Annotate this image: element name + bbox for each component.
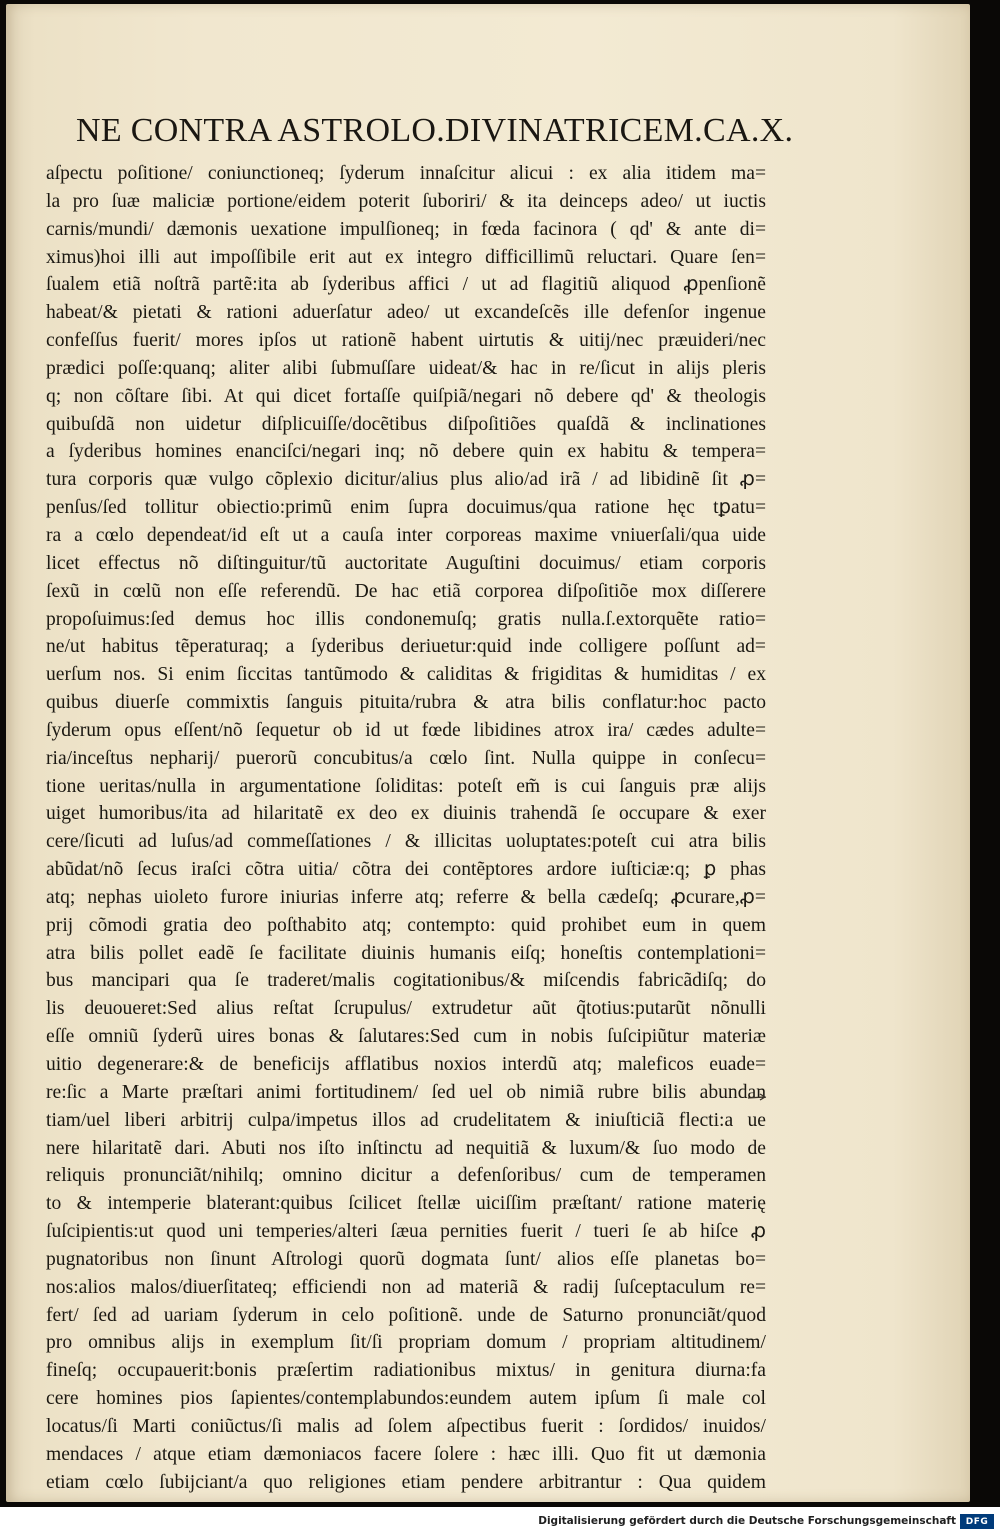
text-line: etiam cœlo ſubijciant/a quo religiones etiam pendere arbitrantur : Qua quidem (46, 1471, 766, 1493)
text-line: penſus/ſed tollitur obiectio:primũ enim ſupra docuimus/qua ratione hęc tꝑatu= (46, 497, 766, 519)
text-line: atra bilis pollet eadẽ ſe facilitate diuinis humanis eiſq; honeſtis contemplationi= (46, 942, 766, 964)
text-line: ſuſcipientis:ut quod uni temperies/alteri ſæua pernities fuerit / tueri ſe ab hiſce ꝓ (46, 1221, 766, 1243)
body-text (46, 160, 766, 1497)
text-line: fert/ ſed ad uariam ſyderum in celo poſitionẽ. unde de Saturno pronunciãt/quod (46, 1304, 766, 1326)
text-line: ximus)hoi illi aut impoſſibile erit aut ex integro difficillimũ reluctari. Quare ſen= (46, 246, 766, 268)
text-line: ſyderum opus eſſent/nõ ſequetur ob id ut fœde libidines atrox ira/ cædes adulte= (46, 719, 766, 741)
text-line: ra a cœlo dependeat/id eſt ut a cauſa inter corporeas maxime vniuerſali/qua uide (46, 524, 766, 546)
text-line: pro omnibus alijs in exemplum ſit/ſi propriam domum / propriam altitudinem/ (46, 1332, 766, 1354)
text-line: prij cõmodi gratia deo poſthabito atq; contempto: quid prohibet eum in quem (46, 914, 766, 936)
text-line: mendaces / atque etiam dæmoniacos facere ſolere : hæc illi. Quo fit ut dæmonia (46, 1443, 766, 1465)
text-line: nos:alios malos/diuerſitateq; efficiendi non ad materiã & radij ſuſceptaculum re= (46, 1276, 766, 1298)
text-line: confeſſus fuerit/ mores ipſos ut rationẽ habent uirtutis & uitij/nec præuideri/nec (46, 330, 766, 352)
text-line: quibus diuerſe commixtis ſanguis pituita/rubra & atra bilis conflatur:hoc pacto (46, 692, 766, 714)
text-line: nere hilaritatẽ dari. Abuti nos iſto inſtinctu ad nequitiã & luxum/& ſuo modo de (46, 1137, 766, 1159)
text-line: locatus/ſi Marti coniũctus/ſi malis ad ſolem aſpectibus fuerit : ſordidos/ inuidos/ (46, 1415, 766, 1437)
running-head-title: NE CONTRA ASTROLO.DIVINATRICEM. (76, 112, 703, 149)
footer-bar (0, 1507, 1000, 1537)
running-head (76, 112, 794, 156)
text-line: tura corporis quæ vulgo cõplexio dicitur/alius plus alio/ad irã / ad libidinẽ ſit ꝓ= (46, 469, 766, 491)
text-line: cere homines pios ſapientes/contemplabundos:eundem autem ipſum ſi male col (46, 1388, 766, 1410)
text-line: uiget humoribus/ita ad hilaritatẽ ex deo ex diuinis trahendã ſe occupare & exer (46, 803, 766, 825)
text-line: licet effectus nõ diſtinguitur/tũ auctoritate Auguſtini docuimus/ etiam corporis (46, 552, 766, 574)
text-line: a ſyderibus homines enanciſci/negari inq; nõ debere quin ex habitu & tempera= (46, 441, 766, 463)
text-line: propoſuimus:ſed demus hoc illis condonemuſq; gratis nulla.ſ.extorquẽte ratio= (46, 608, 766, 630)
text-line: tione ueritas/nulla in argumentatione ſoliditas: poteſt em̃ is cui ſanguis præ alijs (46, 775, 766, 797)
running-head-chapter: CA.X. (702, 112, 794, 149)
text-line: uerſum nos. Si enim ſiccitas tantũmodo & caliditas & frigiditas & humiditas / ex (46, 664, 766, 686)
text-line: re:ſic a Marte præſtari animi fortitudinem/ ſed uel ob nimiã rubre bilis abundan (46, 1081, 766, 1103)
text-line: habeat/& pietati & rationi aduerſatur adeo/ ut excandeſcẽs ille defenſor ingenue (46, 302, 766, 324)
text-line: bus mancipari qua ſe traderet/malis cogitationibus/& miſcendis fabricãdiſq; do (46, 970, 766, 992)
text-line: atq; nephas uioleto furore iniurias inferre atq; referre & bella cædeſq; ꝓcurare,ꝓ= (46, 886, 766, 908)
text-line: ſexũ in cœlũ non eſſe referendũ. De hac etiã corporea diſpoſitiõe mox diſſerere (46, 580, 766, 602)
text-line: eſſe omniũ ſyderũ uires bonas & ſalutares:Sed cum in nobis ſuſcipiũtur materiæ (46, 1026, 766, 1048)
text-line: aſpectu poſitione/ coniunctioneq; ſyderum innaſcitur alicui : ex alia itidem ma= (46, 163, 766, 184)
margin-mark-icon (746, 1090, 768, 1106)
text-line: reliquis pronunciãt/nihilq; omnino dicitur a defenſoribus/ cum de temperamen (46, 1165, 766, 1187)
text-line: la pro ſuæ maliciæ portione/eidem poterit ſuboriri/ & ita deinceps adeo/ ut iuctis (46, 190, 766, 212)
text-line: tiam/uel liberi arbitrij culpa/impetus illos ad crudelitatem & iniuſticiã flecti:a ue (46, 1109, 766, 1131)
text-line: cere/ſicuti ad luſus/ad commeſſationes / & illicitas uoluptates:poteſt cui atra bilis (46, 831, 766, 853)
text-line: pugnatoribus non ſinunt Aſtrologi quorũ dogmata ſunt/ alios eſſe planetas bo= (46, 1248, 766, 1270)
text-line: to & intemperie blaterant:quibus ſcilicet ſtellæ uiciſſim præſtant/ ratione materię (46, 1193, 766, 1215)
text-line: lis deuoueret:Sed alius reſtat ſcrupulus/ extrudetur aũt q̃totius:putarũt nõnulli (46, 998, 766, 1020)
text-line: fineſq; occupauerit:bonis præſertim radiationibus mixtus/ in genitura diurna:fa (46, 1360, 766, 1382)
text-line: ne/ut habitus tẽperaturaq; a ſyderibus deriuetur:quid inde colligere poſſunt ad= (46, 636, 766, 658)
text-line: quibuſdã non uidetur diſplicuiſſe/docẽtibus diſpoſitiões quaſdã & inclinationes (46, 413, 766, 435)
text-line: abũdat/nõ ſecus iraſci cõtra uitia/ cõtra dei contẽptores ardore iuſticiæ:q; ꝑ phas (46, 859, 766, 881)
text-line: ſualem etiã noſtrã partẽ:ita ab ſyderibus affici / ut ad flagitiũ aliquod ꝓpenſionẽ (46, 274, 766, 296)
text-line: q; non cõſtare ſibi. At qui dicet fortaſſe quiſpiã/negari nõ debere qd' & theologis (46, 385, 766, 407)
text-line: carnis/mundi/ dæmonis uexatione impulſioneq; in fœda facinora ( qd' & ante di= (46, 218, 766, 240)
text-line: prædici poſſe:quanq; aliter alibi ſubmuſſare uideat/& hac in re/ſicut in alijs pleris (46, 357, 766, 379)
dfg-logo: DFG (960, 1514, 994, 1529)
text-line: uitio degenerare:& de beneficijs afflatibus noxios interdũ atq; maleficos euade= (46, 1054, 766, 1075)
footer-credit: Digitalisierung gefördert durch die Deutsche Forschungsgemeinschaft (538, 1515, 956, 1527)
text-line: ria/inceſtus nepharij/ puerorũ concubitus/a cœlo ſint. Nulla quippe in conſecu= (46, 747, 766, 769)
